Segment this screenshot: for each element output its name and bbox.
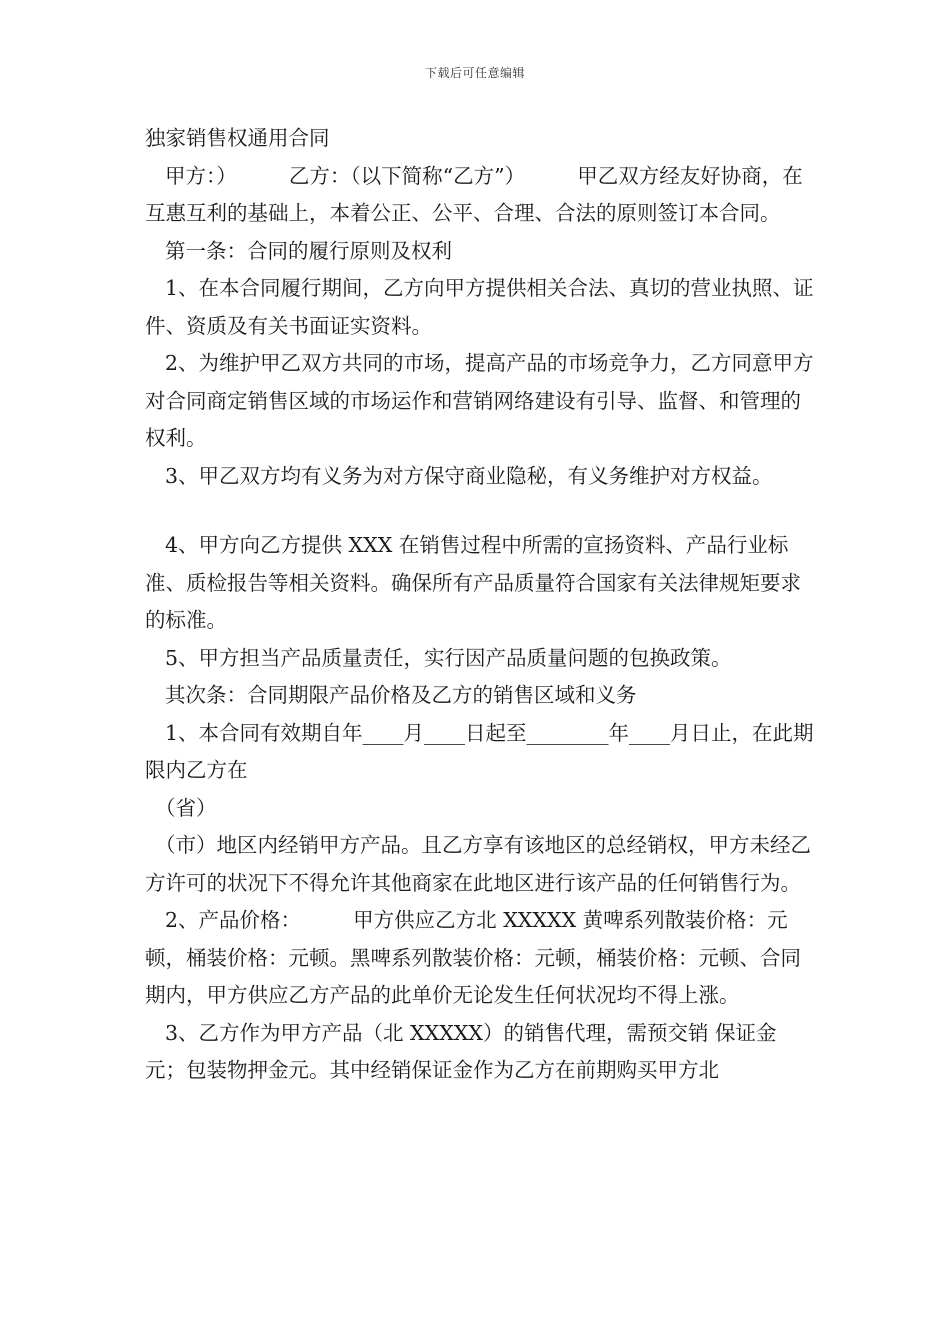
document-body [145,120,815,1090]
article-2-clause-2: 2、产品价格： 甲方供应乙方北 XXXXX 黄啤系列散装价格：元顿，桶装价格：元顿。黑啤系列散装价格：元顿，桶装价格：元顿、合同期内，甲方供应乙方产品的此单价无论发生任何状况均不得上涨。 [145,908,801,1007]
article-2-clause-3: 3、乙方作为甲方产品（北 XXXXX）的销售代理，需预交销 保证金元；包装物押金元。其中经销保证金作为乙方在前期购买甲方北 [145,1020,777,1082]
article-1-clause-5: 5、甲方担当产品质量责任，实行因产品质量问题的包换政策。 [165,645,732,670]
document-title: 独家销售权通用合同 [145,126,330,150]
article-1-clause-4: 4、甲方向乙方提供 XXX 在销售过程中所需的宣扬资料、产品行业标准、质检报告等相关资料。确保所有产品质量符合国家有关法律规矩要求的标准。 [145,533,801,632]
article-1-clause-2: 2、为维护甲乙双方共同的市场，提高产品的市场竞争力，乙方同意甲方对合同商定销售区域的市场运作和营销网络建设有引导、监督、和管理的权利。 [145,351,814,450]
article-1-heading: 第一条：合同的履行原则及权利 [165,238,452,263]
spacer [145,495,815,527]
article-2-heading: 其次条：合同期限产品价格及乙方的销售区域和义务 [165,683,637,707]
article-2-city-region: （市）地区内经销甲方产品。且乙方享有该地区的总经销权，甲方未经乙方许可的状况下不得允许其他商家在此地区进行该产品的任何销售行为。 [145,833,811,895]
paragraph-parties: 甲方：） 乙方：（以下简称“乙方”） 甲乙双方经友好协商，在互惠互利的基础上，本着公正、公平、合理、合法的原则签订本合同。 [145,163,803,225]
article-2-clause-1: 1、本合同有效期自年____月____日起至________年____月日止，在此期限内乙方在 [145,720,814,782]
header-note: 下载后可任意编辑 [424,66,525,80]
article-2-province: （省） [155,795,217,820]
article-1-clause-1: 1、在本合同履行期间，乙方向甲方提供相关合法、真切的营业执照、证件、资质及有关书面证实资料。 [145,276,814,338]
article-1-clause-3: 3、甲乙双方均有义务为对方保守商业隐秘，有义务维护对方权益。 [165,463,773,488]
